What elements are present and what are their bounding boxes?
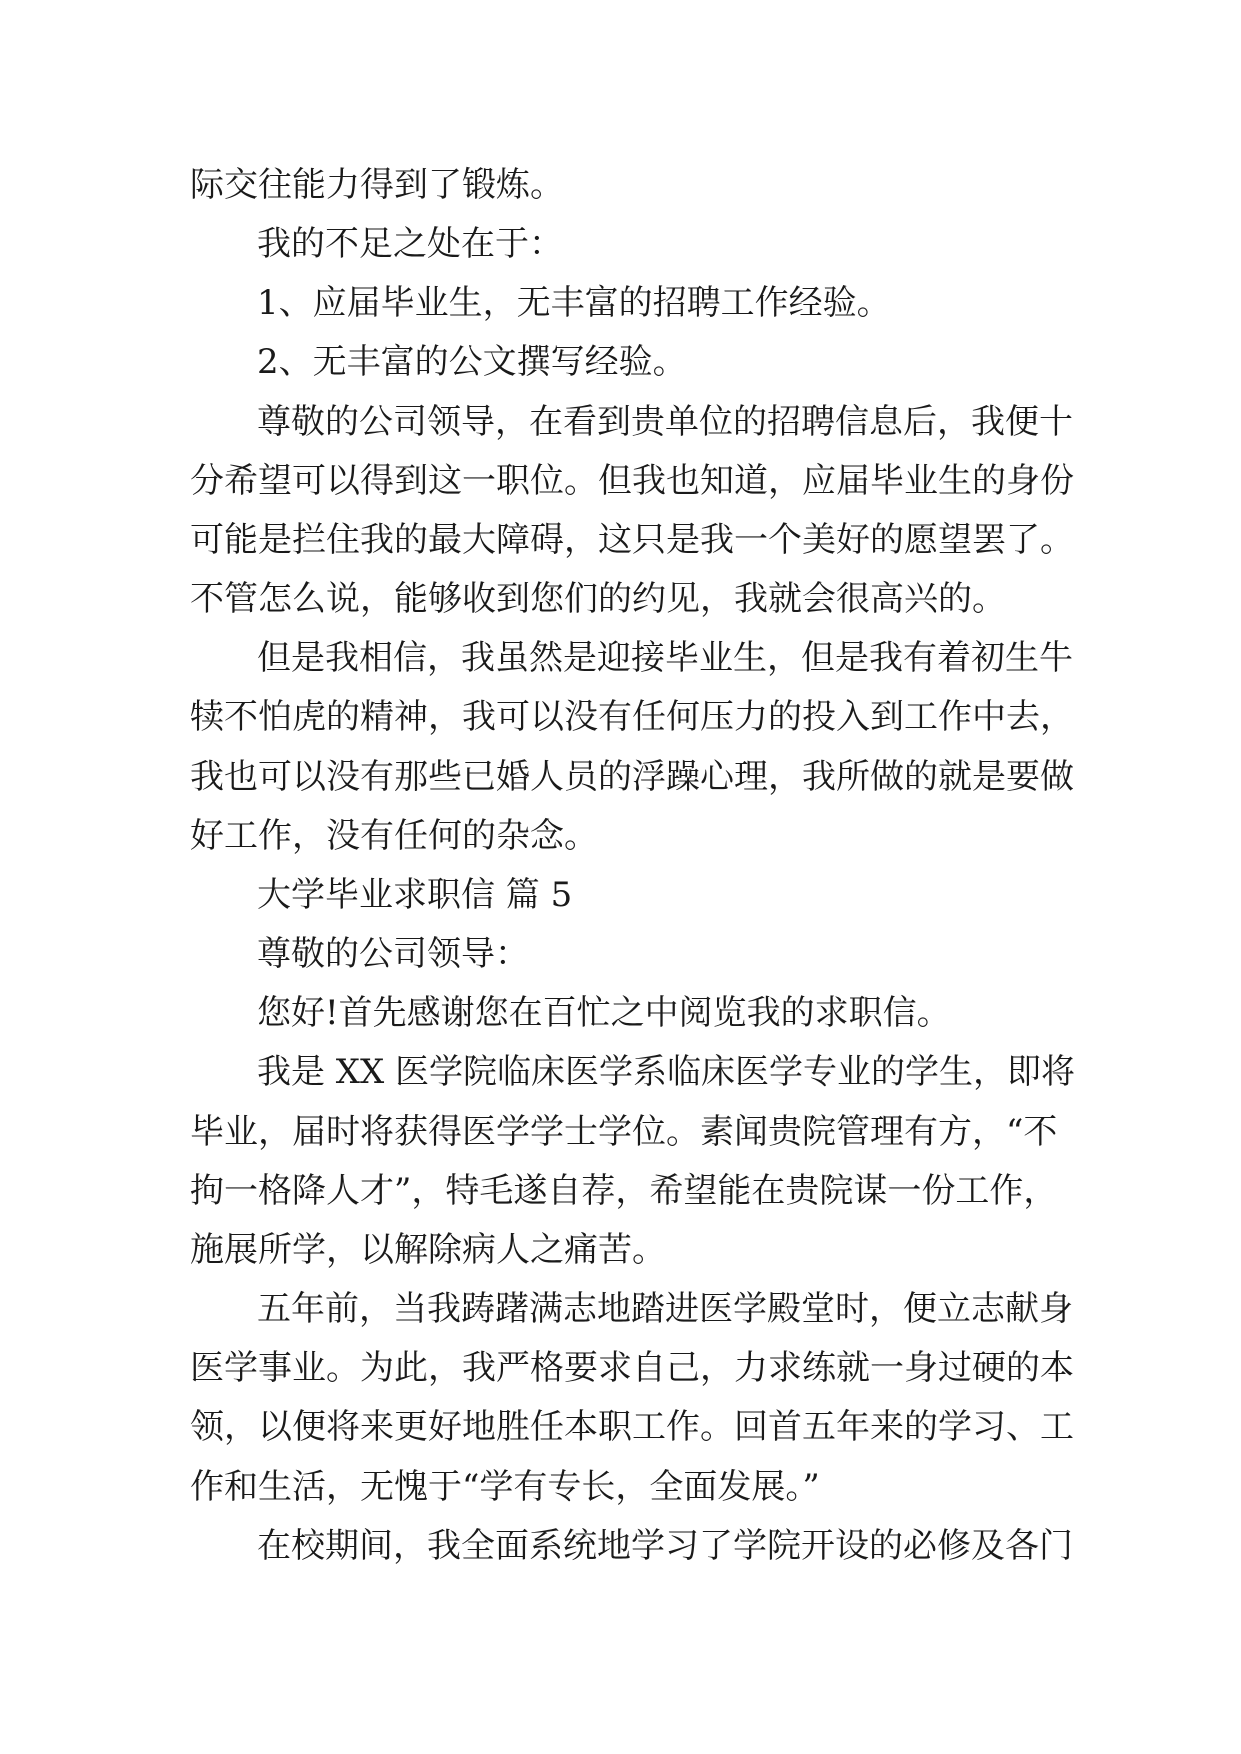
body-text-line: 不管怎么说，能够收到您们的约见，我就会很高兴的。 — [190, 579, 1006, 619]
body-text-line: 可能是拦住我的最大障碍，这只是我一个美好的愿望罢了。 — [190, 520, 1074, 560]
body-text-line: 但是我相信，我虽然是迎接毕业生，但是我有着初生牛 — [257, 638, 1073, 678]
body-text-line: 我是 XX 医学院临床医学系临床医学专业的学生，即将 — [257, 1052, 1076, 1092]
body-text-line: 毕业，届时将获得医学学士学位。素闻贵院管理有方，“不 — [190, 1112, 1058, 1152]
list-item-text: 1、应届毕业生，无丰富的招聘工作经验。 — [257, 283, 891, 323]
body-text-line: 拘一格降人才”，特毛遂自荐，希望能在贵院谋一份工作， — [190, 1171, 1058, 1211]
body-text-line: 犊不怕虎的精神，我可以没有任何压力的投入到工作中去， — [190, 697, 1074, 737]
body-text-line: 分希望可以得到这一职位。但我也知道，应届毕业生的身份 — [190, 461, 1074, 501]
salutation: 尊敬的公司领导： — [257, 934, 529, 974]
body-text-line: 施展所学，以解除病人之痛苦。 — [190, 1230, 666, 1270]
body-text-line: 际交往能力得到了锻炼。 — [190, 165, 564, 205]
body-text-line: 好工作，没有任何的杂念。 — [190, 816, 598, 856]
body-text-line: 领，以便将来更好地胜任本职工作。回首五年来的学习、工 — [190, 1407, 1074, 1447]
body-text-line: 医学事业。为此，我严格要求自己，力求练就一身过硬的本 — [190, 1348, 1074, 1388]
body-text-line: 我的不足之处在于： — [257, 224, 563, 264]
body-text-line: 您好!首先感谢您在百忙之中阅览我的求职信。 — [257, 993, 951, 1033]
body-text-line: 在校期间，我全面系统地学习了学院开设的必修及各门 — [257, 1526, 1073, 1566]
body-text-line: 作和生活，无愧于“学有专长，全面发展。” — [190, 1467, 820, 1507]
section-heading: 大学毕业求职信 篇 5 — [257, 875, 573, 915]
list-item-text: 2、无丰富的公文撰写经验。 — [257, 342, 687, 382]
body-text-line: 我也可以没有那些已婚人员的浮躁心理，我所做的就是要做 — [190, 757, 1074, 797]
body-text-line: 尊敬的公司领导，在看到贵单位的招聘信息后，我便十 — [257, 402, 1073, 442]
body-text-line: 五年前，当我踌躇满志地踏进医学殿堂时，便立志献身 — [257, 1289, 1073, 1329]
